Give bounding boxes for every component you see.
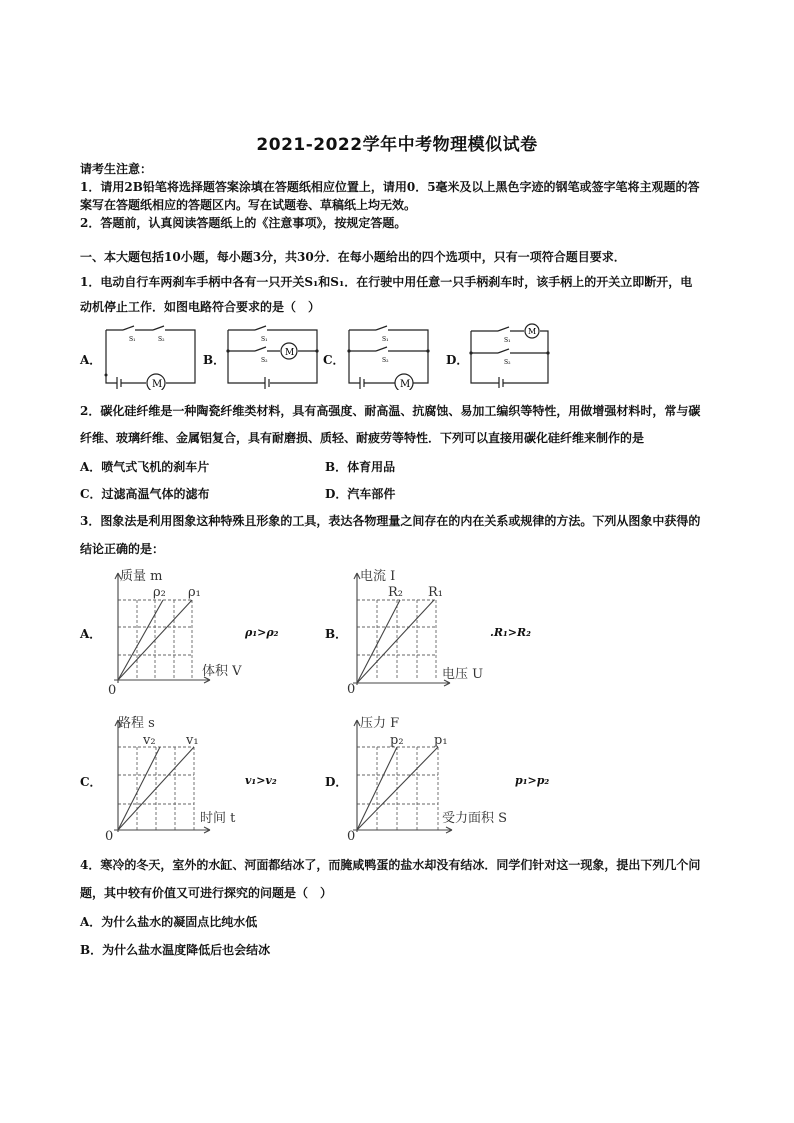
graph-c-steep-label: v₂ bbox=[143, 733, 156, 748]
circuit-d-motor-label: M bbox=[528, 327, 537, 336]
graph-d-conclusion: p₁>p₂ bbox=[515, 774, 550, 787]
notice-item-1a: 1．请用2B铅笔将选择题答案涂填在答题纸相应位置上，请用0．5毫米及以上黑色字迹的钢笔或签字笔将主观题的答 bbox=[80, 180, 700, 194]
q4-text-a: 4．寒冷的冬天，室外的水缸、河面都结冰了，而腌咸鸭蛋的盐水却没有结冰．同学们针对这一现象，提出下列几个问 bbox=[80, 858, 701, 872]
graph-d-ylabel: 压力 F bbox=[360, 716, 400, 731]
circuit-c-motor-label: M bbox=[400, 379, 411, 390]
circuit-c-s1-label: S₁ bbox=[382, 336, 389, 343]
q1-stem-part1: 1．电动自行车两刹车手柄中各有一只开关 bbox=[80, 275, 305, 289]
q2-text-a: 2．碳化硅纤维是一种陶瓷纤维类材料，具有高强度、耐高温、抗腐蚀、易加工编织等特性，用做增强材料时，常与碳 bbox=[80, 404, 701, 418]
circuit-c-s2-label: S₂ bbox=[382, 357, 389, 364]
graph-c-ylabel: 路程 s bbox=[118, 716, 155, 731]
graph-a-ylabel: 质量 m bbox=[120, 569, 163, 584]
q1-option-c-label: C． bbox=[323, 353, 345, 367]
graph-b-origin: 0 bbox=[347, 682, 356, 695]
graph-c-xlabel: 时间 t bbox=[200, 811, 236, 826]
graph-b-xlabel: 电压 U bbox=[442, 667, 484, 682]
circuit-a-s2-label: S₂ bbox=[158, 336, 165, 343]
graph-a-shallow-label: ρ₁ bbox=[188, 585, 201, 600]
graph-a bbox=[100, 565, 260, 695]
graph-d-origin: 0 bbox=[347, 829, 356, 844]
circuit-a-motor-label: M bbox=[152, 379, 163, 390]
graph-a-xlabel: 体积 V bbox=[202, 664, 242, 679]
q2-text-b: 纤维、玻璃纤维、金属铝复合，具有耐磨损、质轻、耐疲劳等特性．下列可以直接用碳化硅纤维来制作的是 bbox=[80, 431, 645, 445]
notice-item-2: 2．答题前，认真阅读答题纸上的《注意事项》，按规定答题。 bbox=[80, 216, 407, 230]
graph-d-shallow-label: p₁ bbox=[434, 733, 448, 748]
q3-option-b-label: B． bbox=[325, 627, 348, 641]
circuit-d-s1-label: S₁ bbox=[504, 337, 511, 344]
q2-option-d: D．汽车部件 bbox=[325, 487, 396, 501]
graph-d-steep-label: p₂ bbox=[390, 733, 404, 748]
q2-option-a: A．喷气式飞机的刹车片 bbox=[80, 460, 210, 474]
graph-b-ylabel: 电流 I bbox=[360, 569, 396, 584]
q1-switch-ref: S₁和S₁． bbox=[304, 275, 357, 289]
graph-c bbox=[100, 710, 260, 845]
graph-b-conclusion: .R₁>R₂ bbox=[490, 626, 531, 639]
q1-text-c: 动机停止工作．如图电路符合要求的是（ ） bbox=[80, 300, 321, 314]
circuit-d-s2-label: S₂ bbox=[504, 359, 511, 366]
circuit-b-motor-label: M bbox=[285, 348, 295, 358]
graph-d-xlabel: 受力面积 S bbox=[442, 811, 508, 826]
graph-d bbox=[342, 710, 522, 845]
q4-option-a: A．为什么盐水的凝固点比纯水低 bbox=[80, 915, 258, 929]
graph-b-shallow-label: R₁ bbox=[428, 585, 443, 600]
circuit-b-s1-label: S₁ bbox=[261, 336, 268, 343]
circuit-b-diagram bbox=[225, 325, 321, 390]
q1-option-a-label: A． bbox=[80, 353, 102, 367]
q4-option-b: B．为什么盐水温度降低后也会结冰 bbox=[80, 943, 271, 957]
notice-item-1b: 案写在答题纸相应的答题区内。写在试题卷、草稿纸上均无效。 bbox=[80, 198, 417, 212]
q3-text-b: 结论正确的是： bbox=[80, 542, 165, 556]
q1-option-b-label: B． bbox=[203, 353, 226, 367]
q1-option-d-label: D． bbox=[446, 353, 469, 367]
graph-a-steep-label: ρ₂ bbox=[153, 585, 166, 600]
q2-option-b: B．体育用品 bbox=[325, 460, 396, 474]
section-1-instructions: 一、本大题包括10小题，每小题3分，共30分．在每小题给出的四个选项中，只有一项符合题目要求． bbox=[80, 250, 626, 264]
q4-text-b: 题，其中较有价值又可进行探究的问题是（ ） bbox=[80, 886, 333, 900]
q3-option-d-label: D． bbox=[325, 775, 348, 789]
graph-c-shallow-label: v₁ bbox=[186, 733, 199, 748]
circuit-a-s1-label: S₁ bbox=[129, 336, 136, 343]
circuit-c-diagram bbox=[346, 325, 442, 390]
notice-heading: 请考生注意： bbox=[80, 162, 153, 176]
circuit-a-diagram bbox=[103, 325, 199, 390]
graph-b-steep-label: R₂ bbox=[388, 585, 403, 600]
q2-option-c: C．过滤高温气体的滤布 bbox=[80, 487, 210, 501]
graph-a-conclusion: ρ₁>ρ₂ bbox=[245, 626, 279, 639]
graph-a-origin: 0 bbox=[108, 683, 117, 695]
q3-option-c-label: C． bbox=[80, 775, 102, 789]
graph-c-conclusion: v₁>v₂ bbox=[245, 774, 277, 787]
q3-option-a-label: A． bbox=[80, 627, 102, 641]
q3-text-a: 3．图象法是利用图象这种特殊且形象的工具，表达各物理量之间存在的内在关系或规律的方法。下列从图象中获得的 bbox=[80, 514, 701, 528]
page-title: 2021-2022学年中考物理模似试卷 bbox=[256, 135, 538, 155]
q1-stem-part2: 在行驶中用任意一只手柄刹车时，该手柄上的开关立即断开，电 bbox=[356, 275, 693, 289]
graph-b bbox=[342, 565, 502, 695]
q1-text-a bbox=[80, 274, 720, 290]
circuit-b-s2-label: S₂ bbox=[261, 357, 268, 364]
graph-c-origin: 0 bbox=[105, 829, 114, 844]
circuit-d-diagram bbox=[468, 323, 564, 388]
